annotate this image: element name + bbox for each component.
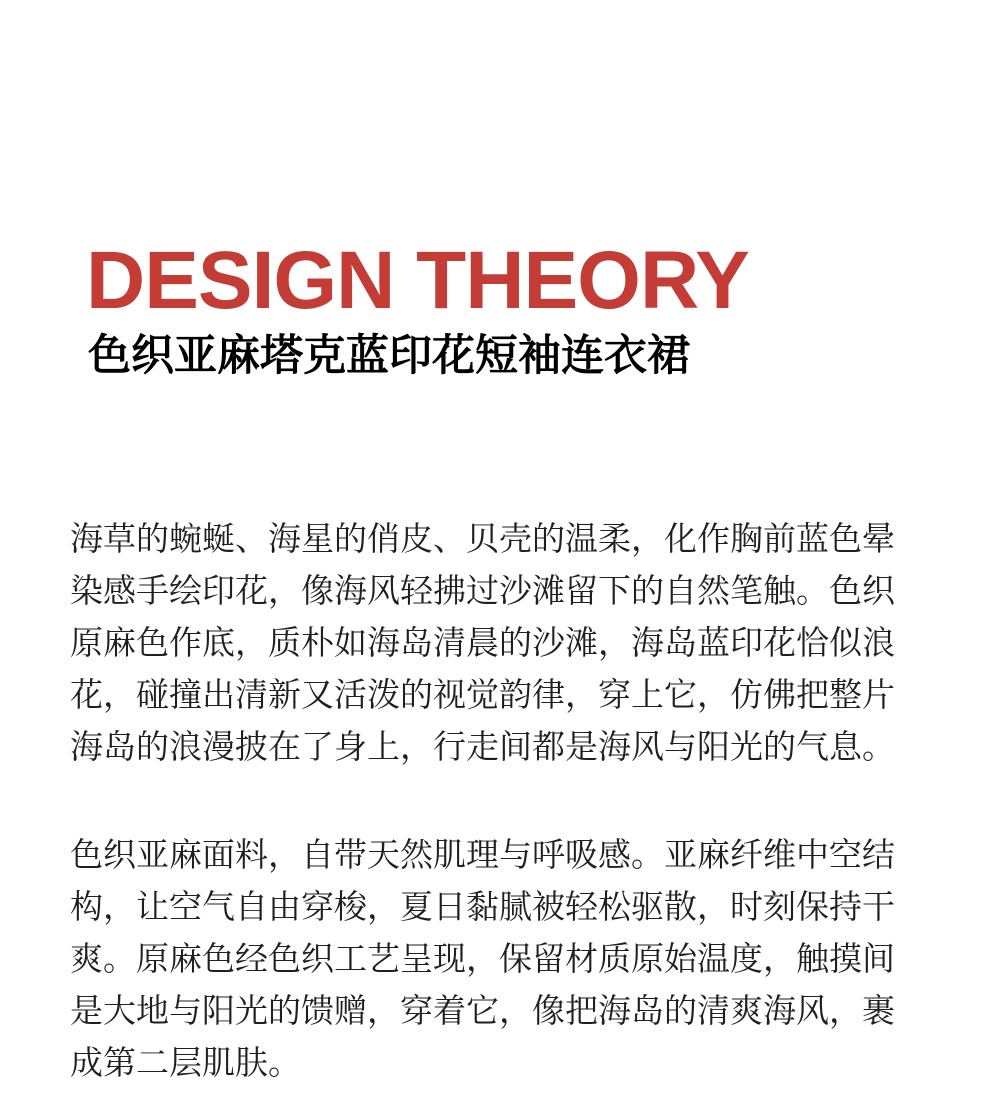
description-paragraph-design (70, 513, 920, 773)
paragraph-line: 原麻色作底，质朴如海岛清晨的沙滩，海岛蓝印花恰似浪 (70, 623, 895, 662)
paragraph-line: 爽。原麻色经色织工艺呈现，保留材质原始温度，触摸间 (70, 939, 895, 978)
paragraph-line: 海岛的浪漫披在了身上，行走间都是海风与阳光的气息。 (70, 727, 895, 766)
paragraph-line: 海草的蜿蜒、海星的俏皮、贝壳的温柔，化作胸前蓝色晕 (70, 519, 895, 558)
paragraph-line: 色织亚麻面料，自带天然肌理与呼吸感。亚麻纤维中空结 (70, 835, 895, 874)
paragraph-line: 成第二层肌肤。 (70, 1043, 301, 1082)
heading-block (86, 235, 946, 382)
paragraph-line: 染感手绘印花，像海风轻拂过沙滩留下的自然笔触。色织 (70, 571, 895, 610)
description-paragraph-fabric (70, 829, 920, 1089)
paragraph-line: 花，碰撞出清新又活泼的视觉韵律，穿上它，仿佛把整片 (70, 675, 895, 714)
paragraph-line: 是大地与阳光的馈赠，穿着它，像把海岛的清爽海风，裹 (70, 991, 895, 1030)
page-title-english: DESIGN THEORY (86, 235, 749, 326)
paragraph-line: 构，让空气自由穿梭，夏日黏腻被轻松驱散，时刻保持干 (70, 887, 895, 926)
page-title-chinese: 色织亚麻塔克蓝印花短袖连衣裙 (88, 331, 690, 381)
